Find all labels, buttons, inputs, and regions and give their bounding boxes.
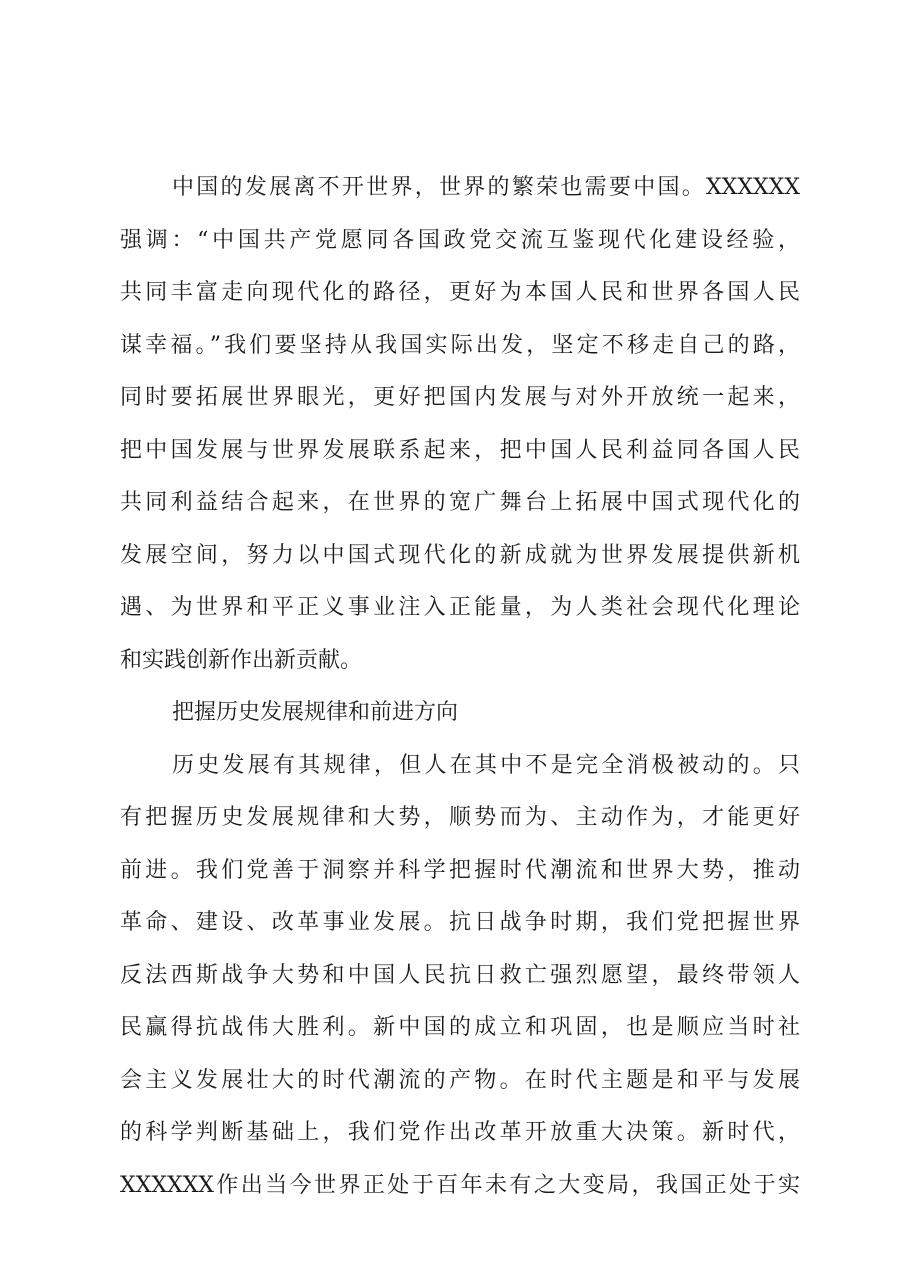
paragraph-line: 和实践创新作出新贡献。 [120, 647, 363, 673]
paragraph-line: 共同丰富走向现代化的路径，更好为本国人民和世界各国人民 [120, 280, 800, 305]
paragraph-line: 遇、为世界和平正义事业注入正能量，为人类社会现代化理论 [120, 595, 800, 620]
paragraph-line: 共同利益结合起来，在世界的宽广舞台上拓展中国式现代化的 [120, 490, 800, 515]
paragraph-line: 前进。我们党善于洞察并科学把握时代潮流和世界大势，推动 [120, 857, 800, 883]
paragraph-line: 民赢得抗战伟大胜利。新中国的成立和巩固，也是顺应当时社 [120, 1015, 800, 1040]
paragraph-line: 强调：“中国共产党愿同各国政党交流互鉴现代化建设经验， [120, 227, 800, 253]
paragraph-line: 把中国发展与世界发展联系起来，把中国人民利益同各国人民 [120, 437, 800, 463]
paragraph-line: 革命、建设、改革事业发展。抗日战争时期，我们党把握世界 [120, 910, 800, 935]
paragraph-line: 同时要拓展世界眼光，更好把国内发展与对外开放统一起来， [120, 385, 800, 410]
paragraph-line: XXXXXX作出当今世界正处于百年未有之大变局，我国正处于实 [120, 1172, 800, 1198]
paragraph-line: 反法西斯战争大势和中国人民抗日救亡强烈愿望，最终带领人 [120, 962, 800, 988]
paragraph-line: 会主义发展壮大的时代潮流的产物。在时代主题是和平与发展 [120, 1067, 800, 1093]
paragraph-line: 中国的发展离不开世界，世界的繁荣也需要中国。XXXXXX [172, 175, 800, 200]
paragraph-line: 的科学判断基础上，我们党作出改革开放重大决策。新时代， [120, 1120, 800, 1145]
paragraph-line: 发展空间，努力以中国式现代化的新成就为世界发展提供新机 [120, 542, 800, 568]
paragraph-line: 谋幸福。”我们要坚持从我国实际出发，坚定不移走自己的路， [120, 332, 800, 358]
section-heading: 把握历史发展规律和前进方向 [172, 700, 459, 725]
document-body [120, 162, 800, 1212]
paragraph-line: 历史发展有其规律，但人在其中不是完全消极被动的。只 [172, 752, 800, 778]
paragraph-line: 有把握历史发展规律和大势，顺势而为、主动作为，才能更好 [120, 805, 800, 830]
